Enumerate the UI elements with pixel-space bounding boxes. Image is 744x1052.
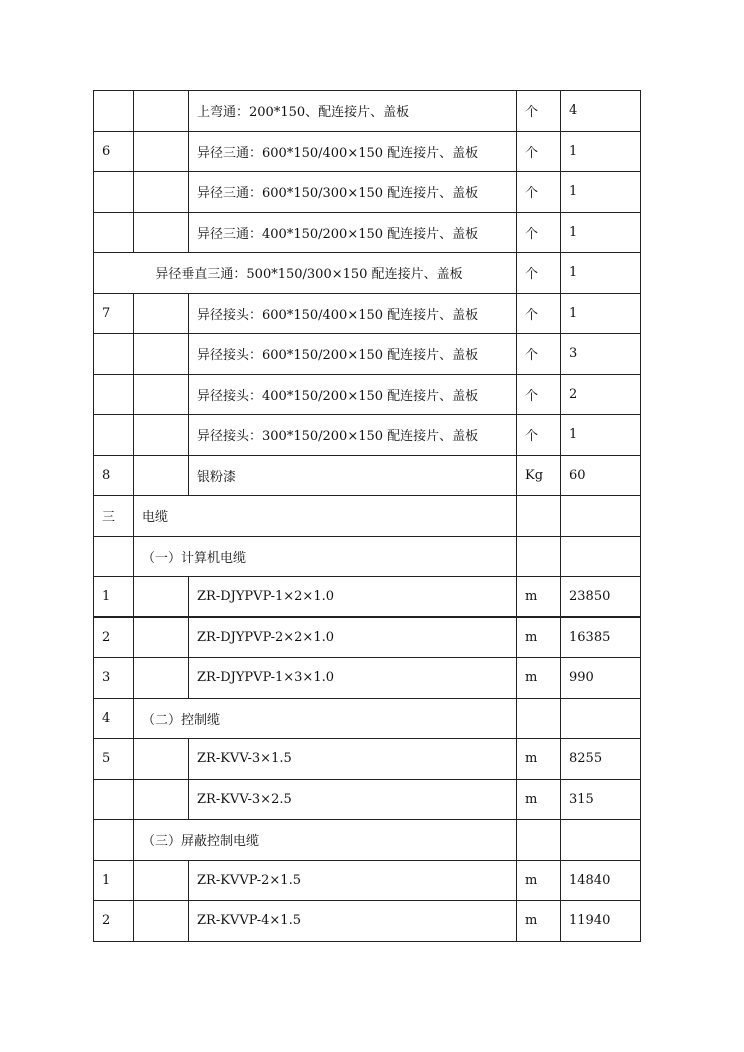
- table-row: [94, 212, 641, 253]
- item-unit: [517, 698, 561, 739]
- item-unit: [517, 496, 561, 537]
- item-unit: 个: [517, 334, 561, 375]
- item-quantity: 1: [561, 131, 641, 172]
- table-row: [94, 253, 641, 294]
- item-unit: m: [517, 739, 561, 780]
- item-unit: m: [517, 779, 561, 820]
- item-name: ZR-DJYPVP-1×2×1.0: [189, 577, 517, 618]
- row-number: [94, 91, 134, 132]
- sub-number: [134, 617, 189, 658]
- item-unit: 个: [517, 172, 561, 213]
- row-number: 三: [94, 496, 134, 537]
- row-number: 2: [94, 617, 134, 658]
- item-unit: 个: [517, 415, 561, 456]
- sub-number: [134, 901, 189, 942]
- item-unit: Kg: [517, 455, 561, 496]
- item-unit: 个: [517, 253, 561, 294]
- item-unit: m: [517, 577, 561, 618]
- item-unit: 个: [517, 91, 561, 132]
- item-quantity: 1: [561, 172, 641, 213]
- item-unit: m: [517, 658, 561, 699]
- item-quantity: 1: [561, 293, 641, 334]
- row-number: [94, 820, 134, 861]
- table-row: [94, 779, 641, 820]
- section-row: [94, 698, 641, 739]
- item-quantity: 1: [561, 212, 641, 253]
- sub-number: [134, 455, 189, 496]
- item-unit: [517, 820, 561, 861]
- sub-number: [134, 212, 189, 253]
- sub-number: [134, 739, 189, 780]
- row-number: [94, 172, 134, 213]
- item-unit: [517, 536, 561, 577]
- sub-number: [134, 131, 189, 172]
- row-number: [94, 334, 134, 375]
- table-row: [94, 374, 641, 415]
- section-row: [94, 820, 641, 861]
- item-quantity: 4: [561, 91, 641, 132]
- row-number: 1: [94, 860, 134, 901]
- item-name: 上弯通：200*150、配连接片、盖板: [189, 91, 517, 132]
- row-number: [94, 779, 134, 820]
- table-row: [94, 658, 641, 699]
- item-name: 异径接头：400*150/200×150 配连接片、盖板: [189, 374, 517, 415]
- item-quantity: 315: [561, 779, 641, 820]
- item-quantity: 16385: [561, 617, 641, 658]
- item-name-merged: 异径垂直三通：500*150/300×150 配连接片、盖板: [94, 253, 517, 294]
- row-number: [94, 415, 134, 456]
- row-number: 2: [94, 901, 134, 942]
- item-quantity: 8255: [561, 739, 641, 780]
- item-name: 异径接头：600*150/400×150 配连接片、盖板: [189, 293, 517, 334]
- item-name: 异径接头：300*150/200×150 配连接片、盖板: [189, 415, 517, 456]
- item-quantity: 2: [561, 374, 641, 415]
- item-unit: 个: [517, 374, 561, 415]
- item-name: ZR-KVVP-4×1.5: [189, 901, 517, 942]
- item-quantity: 11940: [561, 901, 641, 942]
- sub-number: [134, 860, 189, 901]
- table-row: [94, 455, 641, 496]
- item-name: ZR-KVVP-2×1.5: [189, 860, 517, 901]
- item-name: ZR-KVV-3×2.5: [189, 779, 517, 820]
- item-name: ZR-DJYPVP-2×2×1.0: [189, 617, 517, 658]
- item-name: 异径接头：600*150/200×150 配连接片、盖板: [189, 334, 517, 375]
- row-number: 3: [94, 658, 134, 699]
- row-number: 7: [94, 293, 134, 334]
- table-row: [94, 901, 641, 942]
- item-unit: m: [517, 617, 561, 658]
- sub-number: [134, 334, 189, 375]
- item-name: 异径三通：600*150/400×150 配连接片、盖板: [189, 131, 517, 172]
- table-row: [94, 91, 641, 132]
- item-name: ZR-DJYPVP-1×3×1.0: [189, 658, 517, 699]
- item-quantity: [561, 698, 641, 739]
- section-row: [94, 496, 641, 537]
- section-title: 电缆: [134, 496, 517, 537]
- table-row: [94, 131, 641, 172]
- row-number: 5: [94, 739, 134, 780]
- item-name: 异径三通：600*150/300×150 配连接片、盖板: [189, 172, 517, 213]
- item-quantity: [561, 496, 641, 537]
- table-row: [94, 334, 641, 375]
- table-row: [94, 617, 641, 658]
- sub-number: [134, 415, 189, 456]
- item-quantity: 60: [561, 455, 641, 496]
- sub-number: [134, 172, 189, 213]
- row-number: 6: [94, 131, 134, 172]
- item-unit: 个: [517, 212, 561, 253]
- sub-number: [134, 374, 189, 415]
- sub-number: [134, 293, 189, 334]
- item-unit: m: [517, 860, 561, 901]
- table-row: [94, 739, 641, 780]
- table-row: [94, 860, 641, 901]
- item-name: ZR-KVV-3×1.5: [189, 739, 517, 780]
- row-number: 1: [94, 577, 134, 618]
- sub-number: [134, 91, 189, 132]
- subsection-title: （一）计算机电缆: [134, 536, 517, 577]
- table-row: [94, 415, 641, 456]
- row-number: [94, 536, 134, 577]
- subsection-title: （三）屏蔽控制电缆: [134, 820, 517, 861]
- sub-number: [134, 779, 189, 820]
- item-quantity: 1: [561, 415, 641, 456]
- table-row: [94, 577, 641, 618]
- item-unit: 个: [517, 131, 561, 172]
- item-quantity: 14840: [561, 860, 641, 901]
- item-quantity: [561, 536, 641, 577]
- sub-number: [134, 658, 189, 699]
- table-row: [94, 293, 641, 334]
- item-quantity: 1: [561, 253, 641, 294]
- row-number: [94, 374, 134, 415]
- item-quantity: 3: [561, 334, 641, 375]
- item-name: 异径三通：400*150/200×150 配连接片、盖板: [189, 212, 517, 253]
- section-row: [94, 536, 641, 577]
- table-row: [94, 172, 641, 213]
- item-unit: m: [517, 901, 561, 942]
- row-number: [94, 212, 134, 253]
- materials-table: [93, 90, 641, 942]
- item-quantity: 23850: [561, 577, 641, 618]
- item-unit: 个: [517, 293, 561, 334]
- item-quantity: [561, 820, 641, 861]
- item-name: 银粉漆: [189, 455, 517, 496]
- sub-number: [134, 577, 189, 618]
- row-number: 4: [94, 698, 134, 739]
- item-quantity: 990: [561, 658, 641, 699]
- subsection-title: （二）控制缆: [134, 698, 517, 739]
- row-number: 8: [94, 455, 134, 496]
